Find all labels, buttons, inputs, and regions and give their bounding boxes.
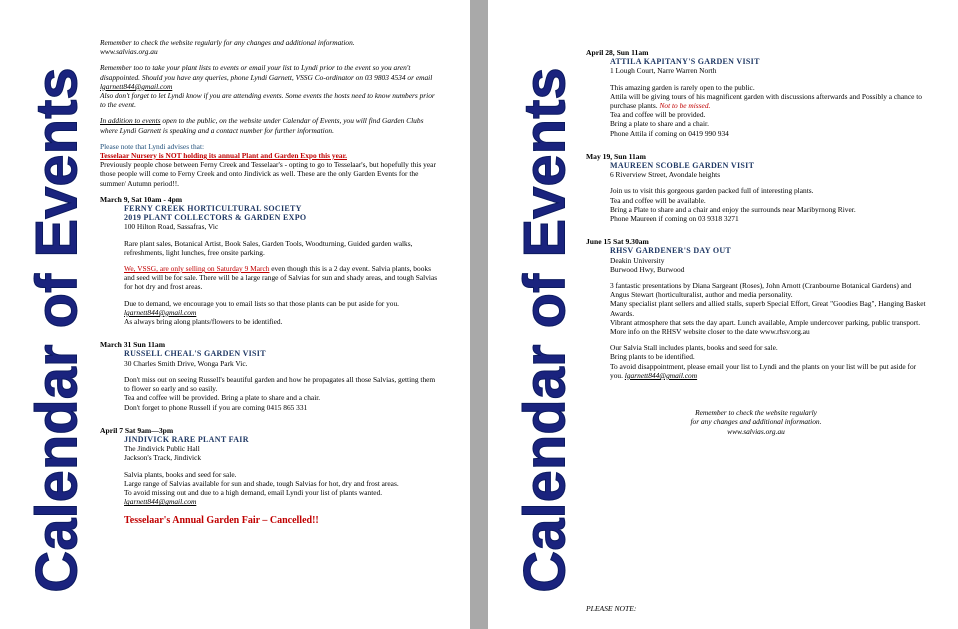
event-jindivick — [100, 426, 440, 507]
event-subtitle: 2019 PLANT COLLECTORS & GARDEN EXPO — [124, 213, 307, 223]
sidebar-title: Calendar of Events — [24, 67, 90, 593]
event-description: Phone Attila if coming on 0419 990 934 — [610, 128, 729, 138]
intro-text: open to the public, on the website under Calendar of Events, you will find Garden Clubs where Lyndi Garnett is speaking and a contact number for further information. — [100, 116, 424, 135]
event-text: To avoid disappointment, please email your list to Lyndi and the plants on your list will be put aside for you. — [610, 361, 917, 380]
sidebar-title: Calendar of Events — [512, 67, 578, 593]
event-description: Don't forget to phone Russell if you are coming 0415 865 331 — [124, 402, 308, 412]
event-description: More info on the RHSV website closer to the date www.rhsv.org.au — [610, 327, 810, 337]
event-title: RHSV GARDENER'S DAY OUT — [610, 246, 732, 256]
website-link[interactable]: www.salvias.org.au — [100, 47, 158, 57]
event-highlight: Not to be missed. — [657, 101, 711, 111]
event-description: Rare plant sales, Botanical Artist, Book Sales, Garden Tools, Woodturning, Guided garden walks, refreshments, light lunches, free onsite parking. — [124, 238, 413, 257]
event-address: The Jindivick Public Hall — [124, 444, 200, 454]
event-description: Our Salvia Stall includes plants, books and seed for sale. — [610, 343, 778, 353]
event-description — [124, 264, 440, 292]
intro-text: Also don't forget to let Lyndi know if you are attending events. Some events the hosts need to know numbers prior to the event. — [100, 91, 435, 110]
event-text: To avoid missing out and due to a high demand, email Lyndi your list of plants wanted. — [124, 487, 383, 497]
event-date: April 28, Sun 11am — [586, 48, 649, 57]
event-description: Tea and coffee will be available. — [610, 195, 706, 205]
event-description: Bring a plate to share and a chair. — [610, 119, 709, 129]
intro-underlined: In addition to events — [100, 116, 161, 126]
event-description: This amazing garden is rarely open to the public. — [610, 82, 755, 92]
event-description: Bring a Plate to share and a chair and enjoy the surrounds near Maribyrnong River. — [610, 204, 856, 214]
document-page-2 — [488, 0, 958, 629]
event-description: Vibrant atmosphere that sets the day apart. Lunch available, Ample undercover parking, public transport. — [610, 317, 921, 327]
event-address: 6 Riverview Street, Avondale heights — [610, 170, 721, 180]
event-address: 100 Hilton Road, Sassafras, Vic — [124, 222, 219, 232]
event-description: Don't miss out on seeing Russell's beautiful garden and how he propagates all those Salvias, getting them to flower so early and so easily. — [124, 374, 436, 394]
event-date: March 9, Sat 10am - 4pm — [100, 194, 183, 204]
event-description — [610, 92, 926, 110]
event-description: Tea and coffee will be provided. — [610, 110, 706, 120]
sidebar-banner — [510, 0, 580, 629]
note-highlight: Tesselaar Nursery is NOT holding its annual Plant and Garden Expo this year. — [100, 151, 348, 161]
event-address: Deakin University — [610, 255, 665, 265]
email-link[interactable]: lgarnett844@gmail.com — [624, 370, 698, 380]
event-description: 3 fantastic presentations by Diana Sargeant (Roses), John Arnott (Cranbourne Botanical Gardens) and Angus Stewart (horticulturalist, author and media personality. — [610, 281, 912, 300]
event-address: 30 Charles Smith Drive, Wonga Park Vic. — [124, 358, 248, 368]
event-description: Large range of Salvias available for sun and shade, tough Salvias for hot, dry and frost areas. — [124, 478, 399, 488]
note-body: Previously people chose between Ferny Creek and Tesselaar's - opting to go to Tesselaar's, but hopefully this year those people will come to Ferny Creek and onto Jindivick as well. These are the only Garden Events for the summer/ Autumn period!!. — [100, 160, 436, 188]
event-date: April 7 Sat 9am—3pm — [100, 425, 174, 435]
intro-text: Remember to check the website regularly for any changes and additional information. — [100, 38, 355, 47]
event-maureen-scoble — [586, 152, 926, 223]
event-description: Many specialist plant sellers and allied stalls, superb Special Effort, Great "Goodies Bag", Hanging Basket Awards. — [610, 299, 926, 318]
event-address: 1 Lough Court, Narre Warren North — [610, 66, 717, 76]
event-title: ATTILA KAPITANY'S GARDEN VISIT — [610, 57, 760, 67]
event-text: even though this is a 2 day event. Salvia plants, books and seed will be for sale. There will be a large range of Salvias for sun and shady areas, and tough Salvias for hot dry and frost areas. — [124, 264, 438, 292]
event-description: Bring plants to be identified. — [610, 352, 695, 362]
intro-paragraph-3 — [100, 116, 440, 134]
event-date: May 19, Sun 11am — [586, 151, 646, 161]
footer-line: Remember to check the website regularly — [695, 408, 817, 418]
event-description: Join us to visit this gorgeous garden packed full of interesting plants. — [610, 186, 814, 196]
sidebar-banner — [22, 0, 92, 629]
website-link[interactable]: www.salvias.org.au — [727, 426, 785, 436]
email-link[interactable]: lgarnett844@gmail.com — [100, 81, 173, 91]
page-content — [586, 48, 926, 436]
event-ferny-creek — [100, 195, 440, 326]
intro-paragraph-1 — [100, 38, 440, 56]
footer-reminder — [586, 408, 926, 436]
event-highlight: We, VSSG, are only selling on Saturday 9 March — [124, 264, 270, 274]
event-date: June 15 Sat 9.30am — [586, 237, 649, 247]
event-title: FERNY CREEK HORTICULTURAL SOCIETY — [124, 204, 302, 214]
page-content — [100, 38, 440, 526]
event-russell-cheal — [100, 340, 440, 411]
event-title: RUSSELL CHEAL'S GARDEN VISIT — [124, 349, 266, 359]
event-date: March 31 Sun 11am — [100, 340, 166, 350]
event-description — [124, 299, 440, 317]
intro-text: Remember too to take your plant lists to events or email your list to Lyndi prior to the event so you aren't disappointed. Should you have any queries, phone Lyndi Garnett, VSSG Co-ordinator on 03 9803 4534 or email — [100, 63, 433, 82]
event-title: JINDIVICK RARE PLANT FAIR — [124, 434, 249, 444]
document-page-1 — [0, 0, 470, 629]
email-link[interactable]: lgarnett844@gmail.com — [124, 497, 197, 507]
event-address: Jackson's Track, Jindivick — [124, 453, 202, 463]
event-description: Tea and coffee will be provided. Bring a plate to share and a chair. — [124, 393, 321, 403]
event-title: MAUREEN SCOBLE GARDEN VISIT — [610, 161, 755, 171]
cancelled-notice: Tesselaar's Annual Garden Fair – Cancelled!! — [124, 515, 319, 527]
event-text: Attila will be giving tours of his magnificent garden with discussions afterwards and Possibly a chance to purchase plants. — [610, 91, 922, 111]
event-text: Due to demand, we encourage you to email lists so that those plants can be put aside for you. — [124, 298, 400, 308]
email-link[interactable]: lgarnett844@gmail.com — [124, 307, 197, 317]
intro-paragraph-2 — [100, 63, 440, 109]
event-description: Salvia plants, books and seed for sale. — [124, 469, 237, 479]
event-description — [610, 362, 926, 380]
event-description: Phone Maureen if coming on 03 9318 3271 — [610, 214, 739, 224]
event-description — [124, 488, 440, 506]
event-rhsv-gardeners-day — [586, 237, 926, 380]
event-description: As always bring along plants/flowers to be identified. — [124, 317, 283, 327]
event-attila-kapitany — [586, 48, 926, 138]
event-address: Burwood Hwy, Burwood — [610, 264, 685, 274]
please-note-label: PLEASE NOTE: — [586, 604, 637, 613]
footer-line: for any changes and additional information. — [690, 417, 822, 427]
note-label: Please note that Lyndi advises that: — [100, 141, 205, 151]
